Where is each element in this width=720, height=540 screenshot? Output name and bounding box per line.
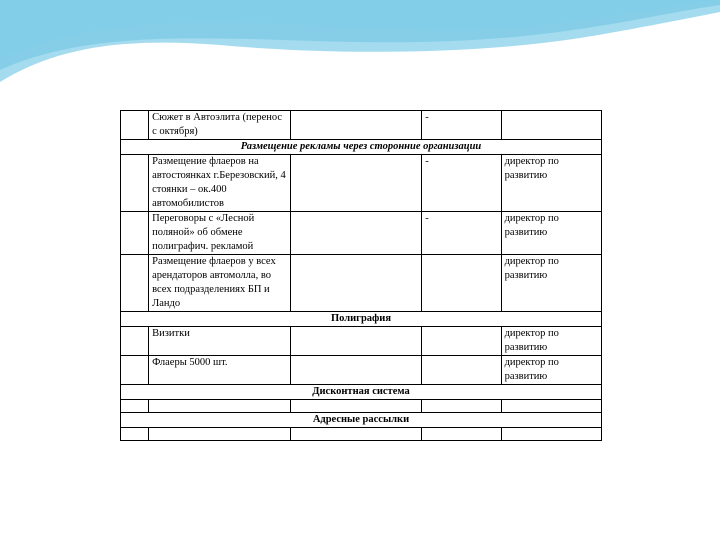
section-row <box>121 385 602 400</box>
table-row <box>121 356 602 385</box>
table-row <box>121 155 602 212</box>
table-row <box>121 111 602 140</box>
item-cell: Переговоры с «Лесной поляной» об обмене полиграфич. рекламой <box>149 212 291 255</box>
owner-cell: директор по развитию <box>501 155 601 212</box>
table-row <box>121 212 602 255</box>
dash-cell: - <box>422 212 501 255</box>
dash-cell: - <box>422 111 501 140</box>
section-title: Полиграфия <box>121 312 602 327</box>
item-cell: Флаеры 5000 шт. <box>149 356 291 385</box>
item-cell: Сюжет в Автоэлита (перенос с октября) <box>149 111 291 140</box>
table-row <box>121 327 602 356</box>
item-cell: Визитки <box>149 327 291 356</box>
owner-cell: директор по развитию <box>501 255 601 312</box>
table-row <box>121 400 602 413</box>
section-title: Адресные рассылки <box>121 413 602 428</box>
section-row <box>121 413 602 428</box>
section-title: Размещение рекламы через сторонние организации <box>121 140 602 155</box>
item-cell: Размещение флаеров у всех арендаторов автомолла, во всех подразделениях БП и Ландо <box>149 255 291 312</box>
header-wave-decoration <box>0 0 720 90</box>
section-title: Дисконтная система <box>121 385 602 400</box>
marketing-plan-table <box>120 110 602 441</box>
section-row <box>121 312 602 327</box>
section-row <box>121 140 602 155</box>
table-row <box>121 255 602 312</box>
table-row <box>121 428 602 441</box>
item-cell: Размещение флаеров на автостоянках г.Березовский, 4 стоянки – ок.400 автомобилистов <box>149 155 291 212</box>
dash-cell: - <box>422 155 501 212</box>
owner-cell: директор по развитию <box>501 356 601 385</box>
owner-cell: директор по развитию <box>501 212 601 255</box>
owner-cell: директор по развитию <box>501 327 601 356</box>
